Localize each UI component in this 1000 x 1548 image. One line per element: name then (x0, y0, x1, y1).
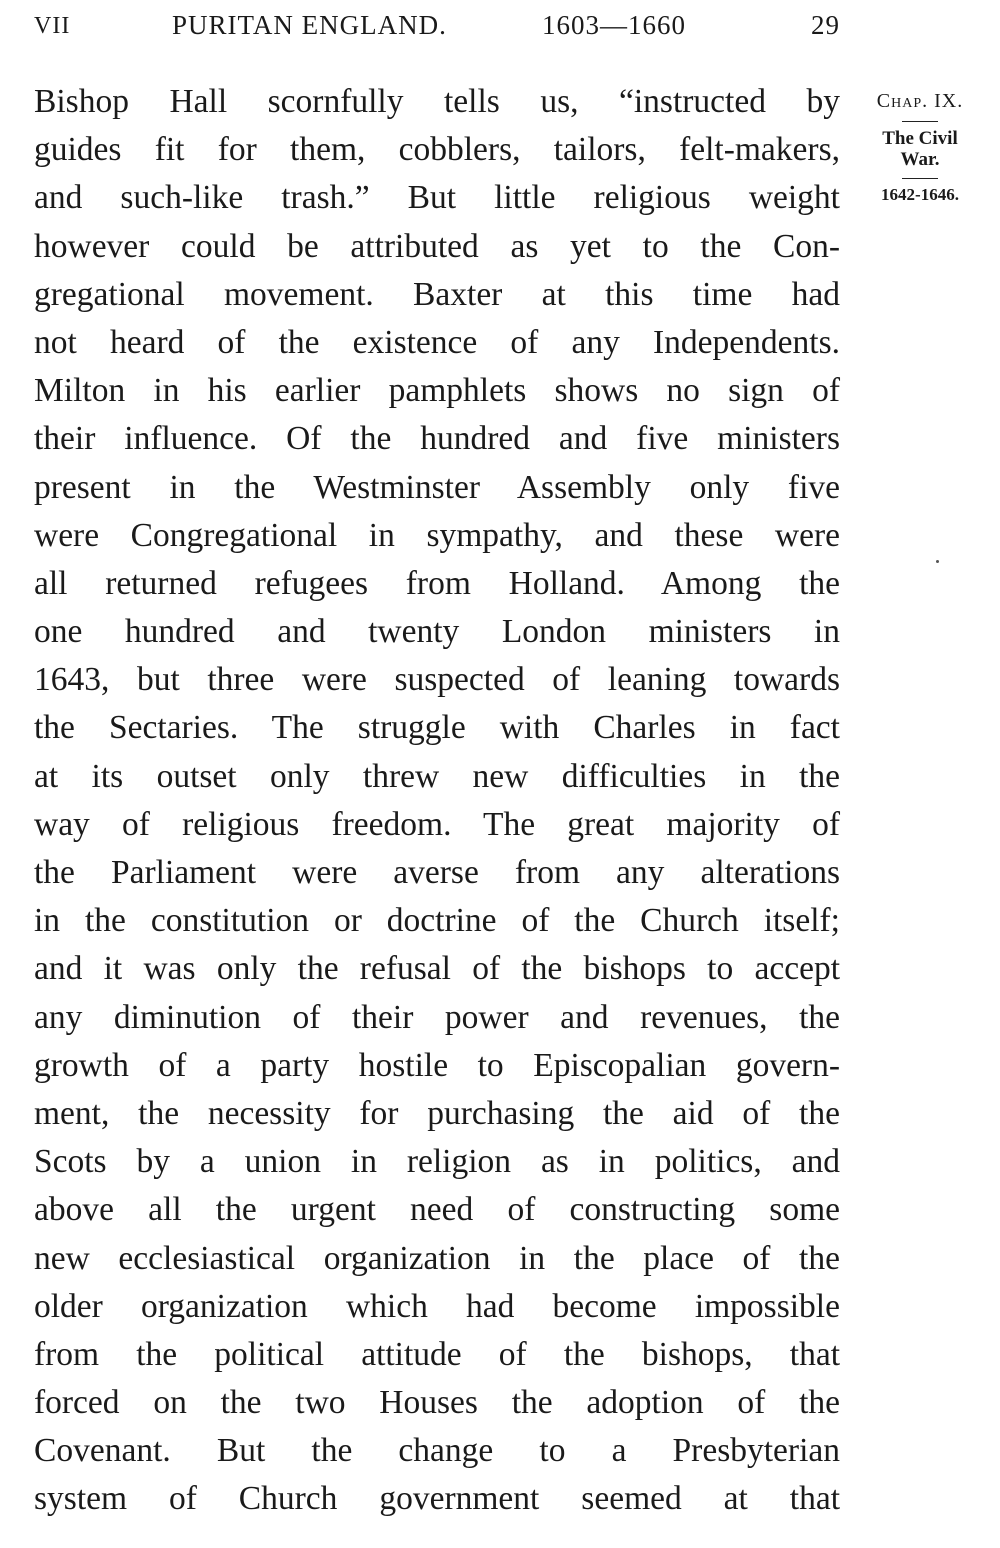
text-line: 1643, but three were suspected of leaning towards (34, 661, 840, 699)
text-line: at its outset only threw new difficulties in the (34, 757, 840, 795)
text-line: ment, the necessity for purchasing the aid of the (34, 1094, 840, 1132)
text-line: gregational movement. Baxter at this time had (34, 275, 840, 313)
text-line: system of Church government seemed at that (34, 1480, 840, 1518)
running-head-years: 1603—1660 (542, 10, 686, 40)
margin-note-section: The Civil War. (882, 128, 958, 170)
margin-note-divider (902, 178, 938, 179)
body-text (34, 78, 840, 1524)
text-line: not heard of the existence of any Independents. (34, 323, 840, 361)
text-line: and it was only the refusal of the bishops to accept (34, 950, 840, 988)
text-line: one hundred and twenty London ministers in (34, 613, 840, 651)
text-line: forced on the two Houses the adoption of the (34, 1384, 840, 1422)
text-line: from the political attitude of the bishops, that (34, 1335, 840, 1373)
text-line: and such-like trash.” But little religious weight (34, 179, 840, 217)
margin-note-dates: 1642-1646. (881, 185, 959, 204)
text-line: above all the urgent need of constructing some (34, 1191, 840, 1229)
text-line: growth of a party hostile to Episcopalian govern- (34, 1046, 840, 1084)
running-head (34, 10, 840, 46)
text-line: Milton in his earlier pamphlets shows no sign of (34, 372, 840, 410)
text-line: Scots by a union in religion as in politics, and (34, 1143, 840, 1181)
print-speck (936, 560, 939, 563)
text-line: in the constitution or doctrine of the Church itself; (34, 902, 840, 940)
text-line: present in the Westminster Assembly only five (34, 468, 840, 506)
margin-notes (850, 90, 990, 205)
margin-note-chapter: Chap. IX. (876, 90, 964, 112)
text-line: their influence. Of the hundred and five ministers (34, 420, 840, 458)
text-line: the Parliament were averse from any alterations (34, 854, 840, 891)
text-line: were Congregational in sympathy, and these were (34, 516, 840, 554)
text-line: Covenant. But the change to a Presbyterian (34, 1432, 840, 1470)
text-line: Bishop Hall scornfully tells us, “instructed by (34, 83, 840, 120)
text-line: the Sectaries. The struggle with Charles in fact (34, 709, 840, 747)
text-line: any diminution of their power and revenues, the (34, 998, 840, 1036)
page-number: 29 (811, 10, 840, 40)
text-line: new ecclesiastical organization in the place of the (34, 1239, 840, 1277)
text-line: older organization which had become impossible (34, 1287, 840, 1325)
running-head-chapter: VII (34, 13, 71, 39)
margin-note-divider (902, 121, 938, 122)
text-line: way of religious freedom. The great majority of (34, 805, 840, 843)
running-head-title: PURITAN ENGLAND. (172, 10, 447, 40)
text-line: however could be attributed as yet to the Con- (34, 227, 840, 265)
text-line: guides fit for them, cobblers, tailors, felt-makers, (34, 131, 840, 169)
text-line: all returned refugees from Holland. Among the (34, 564, 840, 602)
